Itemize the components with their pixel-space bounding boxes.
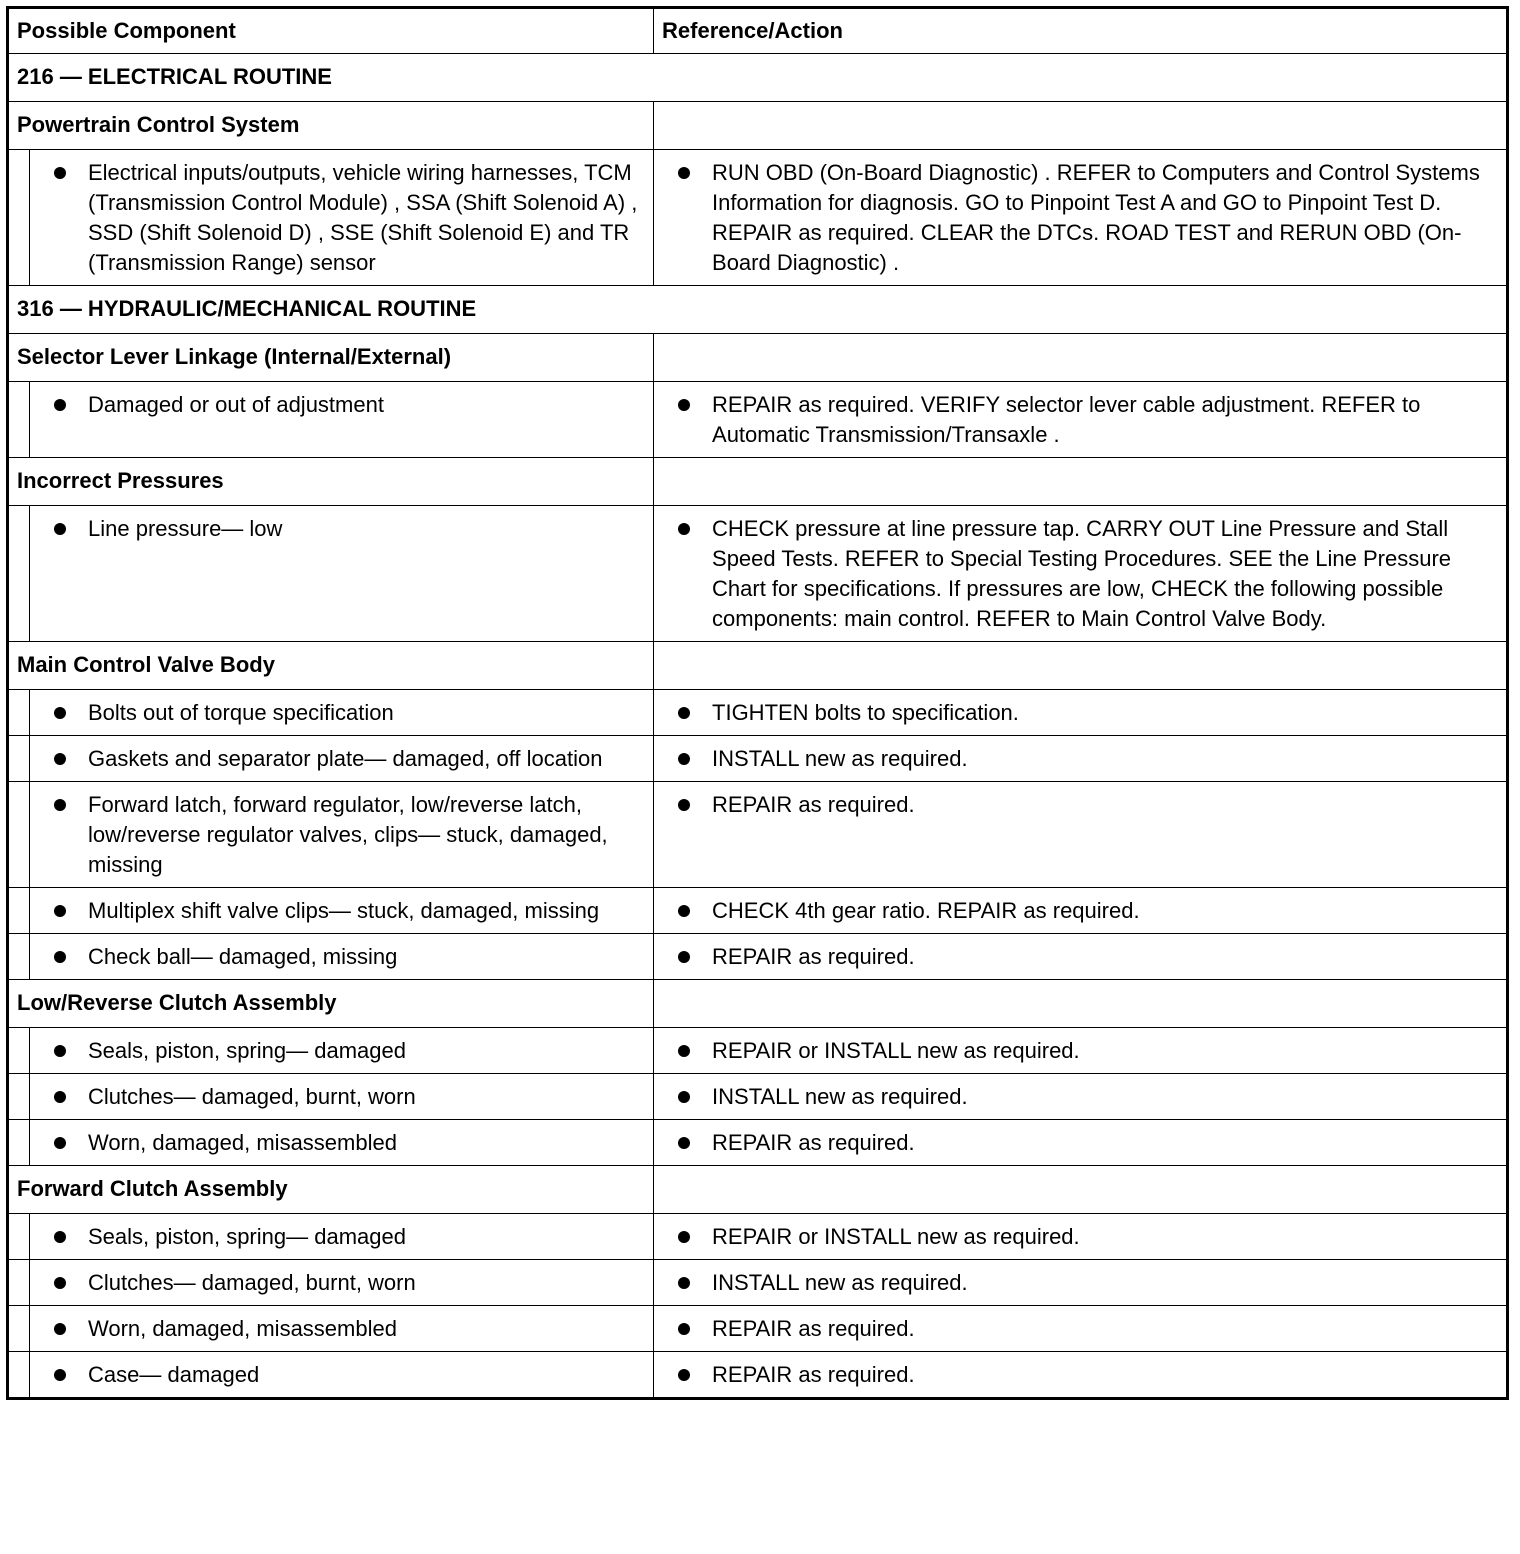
bullet-icon [678,905,690,917]
component-action-blank [654,458,1508,506]
bullet-action [678,1082,1498,1112]
bullet-icon [678,1231,690,1243]
item-text: Clutches— damaged, burnt, worn [88,1084,416,1109]
item-cell [30,888,654,934]
action-cell [654,1074,1508,1120]
bullet-icon [54,905,66,917]
item-text: Damaged or out of adjustment [88,392,384,417]
bullet-icon [54,1045,66,1057]
bullet-action [678,1128,1498,1158]
bullet-item [54,158,639,278]
table-row [8,1352,1508,1399]
indent-cell [8,782,30,888]
item-text: Worn, damaged, misassembled [88,1316,397,1341]
bullet-item [54,1036,639,1066]
bullet-icon [678,1091,690,1103]
component-action-blank [654,1166,1508,1214]
component-name: Selector Lever Linkage (Internal/External) [8,334,654,382]
action-cell [654,506,1508,642]
indent-cell [8,1120,30,1166]
item-cell [30,690,654,736]
component-name: Powertrain Control System [8,102,654,150]
action-text: CHECK 4th gear ratio. REPAIR as required. [712,898,1140,923]
component-action-blank [654,102,1508,150]
section-title: 316 — HYDRAULIC/MECHANICAL ROUTINE [8,286,1508,334]
component-action-blank [654,334,1508,382]
item-text: Line pressure— low [88,516,283,541]
action-cell [654,382,1508,458]
item-cell [30,1028,654,1074]
indent-cell [8,382,30,458]
section-title: 216 — ELECTRICAL ROUTINE [8,54,1508,102]
bullet-action [678,514,1498,634]
item-cell [30,1352,654,1399]
bullet-icon [678,1137,690,1149]
action-text: REPAIR as required. [712,1362,915,1387]
bullet-icon [678,753,690,765]
action-text: REPAIR as required. [712,1130,915,1155]
bullet-icon [54,1323,66,1335]
bullet-icon [678,1045,690,1057]
action-cell [654,1352,1508,1399]
bullet-action [678,1314,1498,1344]
bullet-icon [678,951,690,963]
table-row [8,934,1508,980]
indent-cell [8,150,30,286]
action-text: INSTALL new as required. [712,1084,968,1109]
bullet-action [678,1222,1498,1252]
table-row [8,382,1508,458]
table-row [8,150,1508,286]
component-action-blank [654,980,1508,1028]
bullet-icon [54,1091,66,1103]
bullet-item [54,1314,639,1344]
indent-cell [8,506,30,642]
action-text: REPAIR or INSTALL new as required. [712,1224,1080,1249]
component-action-blank [654,642,1508,690]
indent-cell [8,934,30,980]
bullet-icon [54,1277,66,1289]
action-cell [654,1214,1508,1260]
bullet-action [678,698,1498,728]
column-header-action: Reference/Action [654,8,1508,54]
header-row [8,8,1508,54]
component-row [8,642,1508,690]
bullet-icon [54,1231,66,1243]
action-text: INSTALL new as required. [712,1270,968,1295]
bullet-item [54,790,639,880]
table-row [8,506,1508,642]
bullet-icon [54,399,66,411]
table-row [8,1214,1508,1260]
indent-cell [8,1306,30,1352]
action-cell [654,1028,1508,1074]
bullet-item [54,744,639,774]
table-row [8,1074,1508,1120]
component-name: Main Control Valve Body [8,642,654,690]
action-cell [654,782,1508,888]
bullet-icon [678,799,690,811]
item-text: Electrical inputs/outputs, vehicle wiring harnesses, TCM (Transmission Control Module) , SSA (Shift Solenoid A) , SSD (Shift Solenoid D) , SSE (Shift Solenoid E) and TR (Transmission Range) sensor [88,160,638,275]
diagnostic-table-document [6,6,1506,1400]
component-row [8,980,1508,1028]
action-cell [654,690,1508,736]
column-header-component: Possible Component [8,8,654,54]
bullet-icon [54,951,66,963]
bullet-icon [678,167,690,179]
bullet-item [54,1082,639,1112]
table-row [8,1028,1508,1074]
component-name: Incorrect Pressures [8,458,654,506]
item-cell [30,150,654,286]
table-row [8,1306,1508,1352]
item-text: Forward latch, forward regulator, low/reverse latch, low/reverse regulator valves, clips— stuck, damaged, missing [88,792,608,877]
item-cell [30,934,654,980]
component-name: Low/Reverse Clutch Assembly [8,980,654,1028]
indent-cell [8,690,30,736]
bullet-icon [678,1369,690,1381]
section-row [8,54,1508,102]
table-row [8,888,1508,934]
bullet-action [678,1268,1498,1298]
item-text: Worn, damaged, misassembled [88,1130,397,1155]
item-cell [30,1214,654,1260]
component-row [8,334,1508,382]
bullet-icon [54,523,66,535]
item-text: Gaskets and separator plate— damaged, off location [88,746,603,771]
bullet-item [54,896,639,926]
table-row [8,782,1508,888]
bullet-action [678,790,1498,820]
action-text: CHECK pressure at line pressure tap. CARRY OUT Line Pressure and Stall Speed Tests. REFER to Special Testing Procedures. SEE the Line Pressure Chart for specifications. If pressures are low, CHECK the following possible components: main control. REFER to Main Control Valve Body. [712,516,1452,631]
action-cell [654,736,1508,782]
item-text: Clutches— damaged, burnt, worn [88,1270,416,1295]
bullet-item [54,1268,639,1298]
bullet-item [54,1128,639,1158]
bullet-icon [54,1137,66,1149]
action-cell [654,150,1508,286]
item-cell [30,1074,654,1120]
action-text: REPAIR as required. [712,792,915,817]
item-text: Seals, piston, spring— damaged [88,1224,406,1249]
bullet-item [54,698,639,728]
item-cell [30,382,654,458]
action-text: TIGHTEN bolts to specification. [712,700,1019,725]
bullet-icon [678,707,690,719]
component-row [8,458,1508,506]
bullet-icon [678,523,690,535]
table-row [8,736,1508,782]
item-text: Multiplex shift valve clips— stuck, damaged, missing [88,898,600,923]
indent-cell [8,1352,30,1399]
bullet-action [678,896,1498,926]
action-text: REPAIR as required. [712,944,915,969]
bullet-icon [54,707,66,719]
item-cell [30,782,654,888]
indent-cell [8,888,30,934]
bullet-action [678,942,1498,972]
action-text: INSTALL new as required. [712,746,968,771]
indent-cell [8,1260,30,1306]
bullet-action [678,1036,1498,1066]
item-text: Bolts out of torque specification [88,700,394,725]
item-text: Seals, piston, spring— damaged [88,1038,406,1063]
indent-cell [8,1214,30,1260]
bullet-icon [54,753,66,765]
indent-cell [8,1074,30,1120]
bullet-action [678,744,1498,774]
bullet-item [54,942,639,972]
action-cell [654,1120,1508,1166]
action-cell [654,934,1508,980]
bullet-icon [678,1323,690,1335]
item-cell [30,1260,654,1306]
table-row [8,690,1508,736]
table-body [8,8,1508,1399]
bullet-item [54,1360,639,1390]
bullet-action [678,158,1498,278]
indent-cell [8,736,30,782]
bullet-icon [54,1369,66,1381]
action-text: REPAIR or INSTALL new as required. [712,1038,1080,1063]
bullet-icon [54,167,66,179]
action-cell [654,888,1508,934]
bullet-item [54,514,639,544]
table-row [8,1260,1508,1306]
action-text: REPAIR as required. VERIFY selector lever cable adjustment. REFER to Automatic Transmission/Transaxle . [712,392,1421,447]
component-row [8,1166,1508,1214]
action-cell [654,1260,1508,1306]
bullet-action [678,390,1498,450]
item-cell [30,1120,654,1166]
bullet-item [54,1222,639,1252]
indent-cell [8,1028,30,1074]
component-row [8,102,1508,150]
diagnostic-table [6,6,1509,1400]
item-cell [30,506,654,642]
component-name: Forward Clutch Assembly [8,1166,654,1214]
section-row [8,286,1508,334]
item-text: Case— damaged [88,1362,260,1387]
action-text: RUN OBD (On-Board Diagnostic) . REFER to Computers and Control Systems Information for diagnosis. GO to Pinpoint Test A and GO to Pinpoint Test D. REPAIR as required. CLEAR the DTCs. ROAD TEST and RERUN OBD (On-Board Diagnostic) . [712,160,1480,275]
bullet-item [54,390,639,420]
item-cell [30,1306,654,1352]
bullet-icon [678,399,690,411]
bullet-icon [678,1277,690,1289]
action-cell [654,1306,1508,1352]
item-cell [30,736,654,782]
table-row [8,1120,1508,1166]
action-text: REPAIR as required. [712,1316,915,1341]
bullet-icon [54,799,66,811]
item-text: Check ball— damaged, missing [88,944,398,969]
bullet-action [678,1360,1498,1390]
